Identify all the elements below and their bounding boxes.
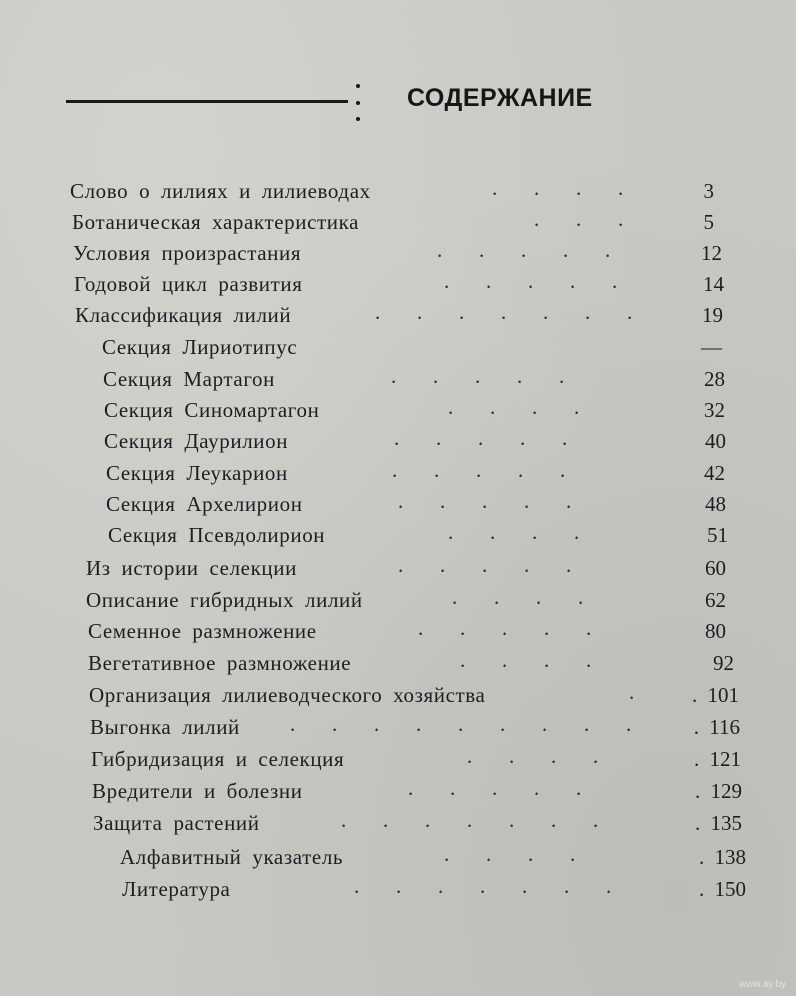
toc-entry-title: Алфавитный указатель [120, 845, 344, 869]
toc-entry-page: 32 [704, 398, 725, 422]
toc-entry-page: . 138 [699, 845, 746, 869]
toc-entry [74, 269, 764, 299]
toc-entry [73, 238, 763, 268]
toc-leader-dots: . . . . . [394, 426, 568, 450]
toc-entry-page: — [701, 335, 722, 359]
toc-entry-page: 19 [702, 303, 723, 327]
toc-entry-page: 3 [703, 179, 714, 203]
toc-entry [108, 520, 768, 550]
toc-leader-dots: . . . . . [391, 364, 565, 388]
toc-entry [92, 776, 772, 806]
toc-entry [89, 680, 769, 710]
toc-leader-dots: . . . . [444, 842, 576, 866]
toc-entry-page: 51 [707, 523, 728, 547]
toc-entry [75, 300, 765, 330]
toc-entry-page: 48 [705, 492, 726, 516]
toc-entry [122, 874, 782, 904]
toc-entry [93, 808, 773, 838]
toc-entry-page: 28 [704, 367, 725, 391]
toc-entry-title: Ботаническая характеристика [72, 210, 360, 234]
toc-entry-title: Секция Псевдолирион [108, 523, 326, 547]
toc-entry-title: Литература [122, 877, 231, 901]
toc-entry-page: . 135 [695, 811, 742, 835]
toc-entry-title: Условия произрастания [73, 241, 302, 265]
toc-entry-page: 14 [703, 272, 724, 296]
toc-entry-page: . 116 [693, 715, 740, 739]
watermark: www.ay.by [738, 979, 786, 990]
toc-leader-dots: . . . . . . . . . [290, 712, 632, 736]
toc-entry-title: Годовой цикл развития [74, 272, 303, 296]
toc-entry-title: Секция Мартагон [103, 367, 275, 391]
toc-entry-title: Выгонка лилий [90, 715, 240, 739]
toc-entry-title: Гибридизация и селекция [91, 747, 345, 771]
toc-entry-page: . 150 [699, 877, 746, 901]
toc-leader-dots: . . . [534, 207, 624, 231]
toc-leader-dots: . . . . [448, 520, 580, 544]
toc-entry-page: 92 [713, 651, 734, 675]
toc-entry-page: 42 [704, 461, 725, 485]
toc-entry-title: Вредители и болезни [92, 779, 303, 803]
toc-entry [86, 553, 766, 583]
toc-entry-title: Секция Архелирион [106, 492, 303, 516]
toc-leader-dots: . . . . . . . [341, 808, 599, 832]
toc-entry [103, 364, 763, 394]
toc-leader-dots: . . . . . [444, 269, 618, 293]
toc-leader-dots: . . . . . . . [354, 874, 612, 898]
toc-entry-title: Секция Синомартагон [104, 398, 320, 422]
toc-entry-title: Организация лилиеводческого хозяйства [89, 683, 486, 707]
toc-entry-page: . 101 [692, 683, 739, 707]
toc-entry [106, 489, 766, 519]
toc-entry [86, 585, 766, 615]
toc-entry [102, 332, 762, 362]
toc-entry [88, 616, 768, 646]
toc-leader-dots: . . . . [467, 744, 599, 768]
toc-entry-title: Защита растений [93, 811, 260, 835]
page-title: СОДЕРЖАНИЕ [407, 84, 593, 112]
toc-leader-dots: . . . . . [398, 489, 572, 513]
toc-entry [90, 712, 770, 742]
toc-entry [91, 744, 771, 774]
toc-entry-page: 5 [703, 210, 714, 234]
toc-entry [106, 458, 766, 488]
toc-entry-page: . 121 [694, 747, 741, 771]
toc-leader-dots: . . . . . . . [375, 300, 633, 324]
toc-entry [72, 207, 762, 237]
toc-entry-page: 80 [705, 619, 726, 643]
toc-entry [88, 648, 768, 678]
toc-entry-title: Семенное размножение [88, 619, 317, 643]
toc-entry-title: Секция Леукарион [106, 461, 288, 485]
toc-entry-page: 12 [701, 241, 722, 265]
toc-leader-dots: . . . . [460, 648, 592, 672]
toc-entry-title: Слово о лилиях и лилиеводах [70, 179, 371, 203]
toc-entry [104, 395, 764, 425]
toc-leader-dots: . . . . . [418, 616, 592, 640]
toc-entry-title: Описание гибридных лилий [86, 588, 363, 612]
toc-entry [104, 426, 764, 456]
toc-leader-dots: . . . . [492, 176, 624, 200]
toc-entry-title: Секция Даурилион [104, 429, 289, 453]
toc-entry-title: Из истории селекции [86, 556, 297, 580]
toc-leader-dots: . [629, 680, 635, 704]
toc-entry [70, 176, 760, 206]
toc-entry-page: 60 [705, 556, 726, 580]
toc-entry-title: Секция Лириотипус [102, 335, 298, 359]
toc-leader-dots: . . . . [448, 395, 580, 419]
toc-entry-page: 62 [705, 588, 726, 612]
toc-leader-dots: . . . . . [437, 238, 611, 262]
toc-entry-title: Вегетативное размножение [88, 651, 352, 675]
toc-entry-page: 40 [705, 429, 726, 453]
toc-entry [120, 842, 780, 872]
toc-leader-dots: . . . . . [408, 776, 582, 800]
toc-entry-title: Классификация лилий [75, 303, 292, 327]
toc-leader-dots: . . . . [452, 585, 584, 609]
toc-leader-dots: . . . . . [398, 553, 572, 577]
toc-leader-dots: . . . . . [392, 458, 566, 482]
toc-entry-page: . 129 [695, 779, 742, 803]
